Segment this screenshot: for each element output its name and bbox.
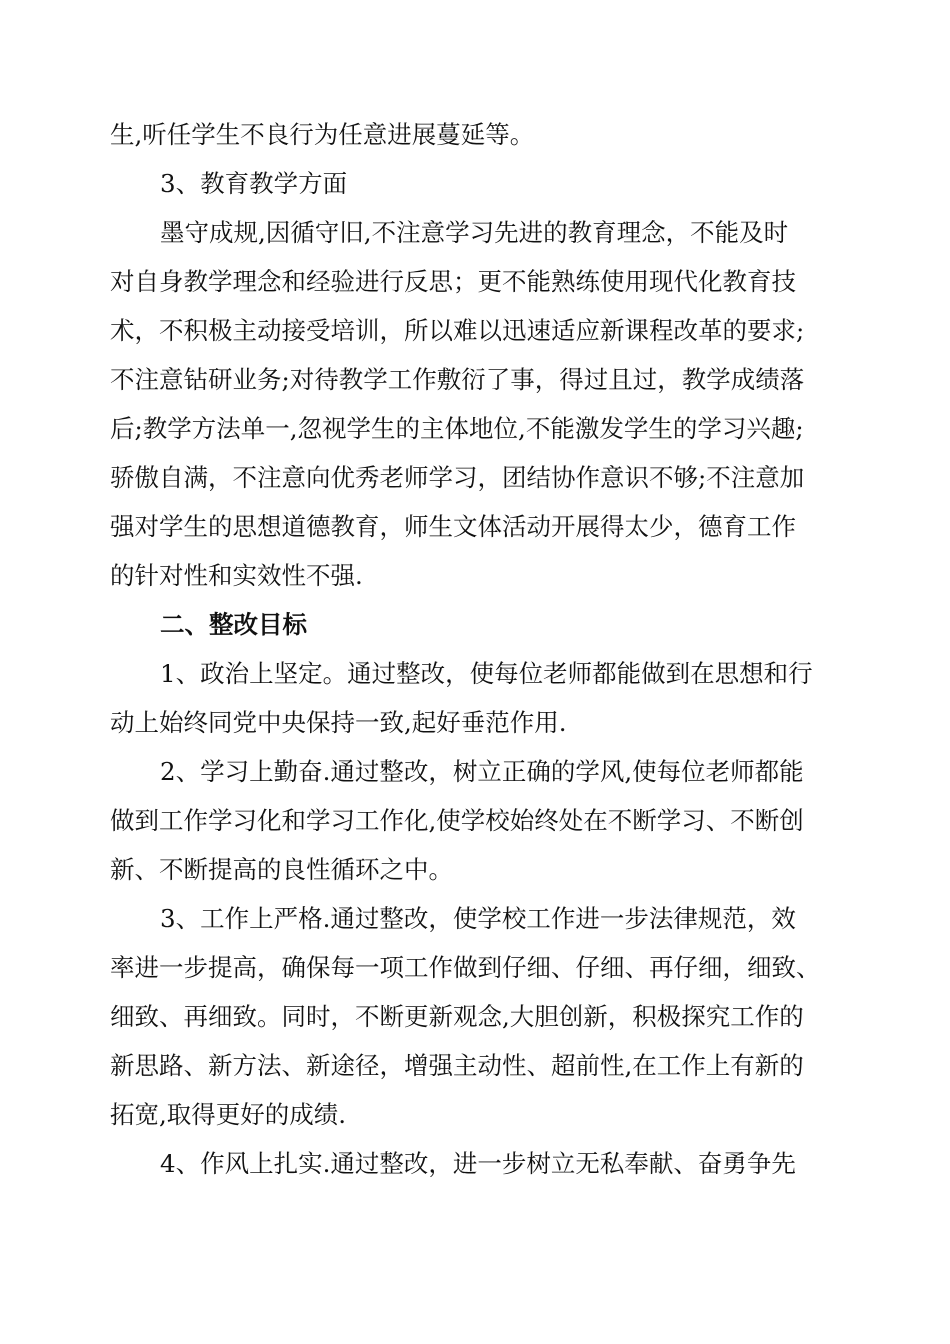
text-line: 拓宽,取得更好的成绩.	[110, 1100, 347, 1129]
text-line: 新思路、新方法、新途径，增强主动性、超前性,在工作上有新的	[110, 1051, 804, 1080]
text-line: 动上始终同党中央保持一致,起好垂范作用.	[110, 708, 567, 737]
text-line: 1、政治上坚定。通过整改，使每位老师都能做到在思想和行	[160, 659, 813, 688]
text-line: 做到工作学习化和学习工作化,使学校始终处在不断学习、不断创	[110, 806, 804, 835]
text-line: 不注意钻研业务;对待教学工作敷衍了事，得过且过，教学成绩落	[110, 365, 805, 394]
text-line: 4、作风上扎实.通过整改，进一步树立无私奉献、奋勇争先	[160, 1149, 796, 1178]
text-line: 细致、再细致。同时，不断更新观念,大胆创新，积极探究工作的	[110, 1002, 804, 1031]
text-line: 率进一步提高，确保每一项工作做到仔细、仔细、再仔细，细致、	[110, 953, 821, 982]
text-line: 新、不断提高的良性循环之中。	[110, 855, 453, 884]
text-line: 3、教育教学方面	[160, 169, 348, 198]
text-line: 骄傲自满，不注意向优秀老师学习，团结协作意识不够;不注意加	[110, 463, 805, 492]
text-line: 后;教学方法单一,忽视学生的主体地位,不能激发学生的学习兴趣;	[110, 414, 804, 443]
text-line: 对自身教学理念和经验进行反思；更不能熟练使用现代化教育技	[110, 267, 796, 296]
text-line: 的针对性和实效性不强.	[110, 561, 363, 590]
text-line: 3、工作上严格.通过整改，使学校工作进一步法律规范，效	[160, 904, 796, 933]
text-line: 生,听任学生不良行为任意进展蔓延等。	[110, 120, 535, 149]
text-line: 2、学习上勤奋.通过整改，树立正确的学风,使每位老师都能	[160, 757, 804, 786]
text-line: 术，不积极主动接受培训，所以难以迅速适应新课程改革的要求;	[110, 316, 805, 345]
text-line: 强对学生的思想道德教育，师生文体活动开展得太少，德育工作	[110, 512, 796, 541]
text-line: 墨守成规,因循守旧,不注意学习先进的教育理念，不能及时	[160, 218, 789, 247]
section-heading: 二、整改目标	[160, 610, 307, 639]
document-page	[110, 110, 845, 1188]
